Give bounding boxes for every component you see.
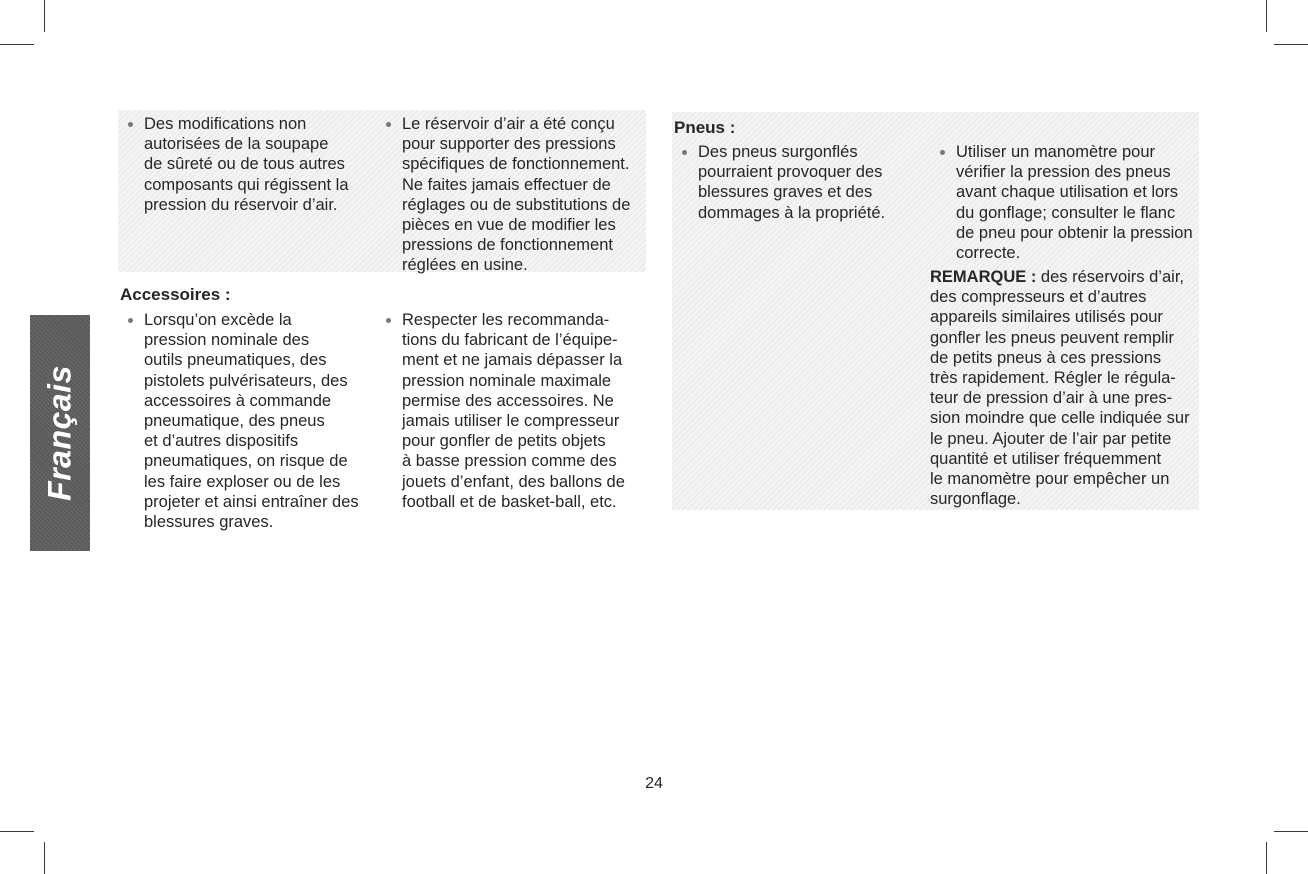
pneus-bullet-text: Utiliser un manomètre pour vérifier la pression des pneus avant chaque utilisation et lors du gonflage; consulter le flanc de pneu pour obtenir la pression correcte.	[956, 143, 1193, 263]
bullet-icon	[386, 318, 391, 323]
bullet-icon	[386, 122, 391, 127]
safety-bullet-text: Des modifications non autorisées de la soupape de sûreté ou de tous autres composants qui régissent la pression du réservoir d’air.	[144, 115, 349, 214]
bullet-icon	[128, 318, 133, 323]
safety-column-1	[122, 114, 372, 215]
list-item	[122, 114, 372, 215]
page-number: 24	[645, 775, 663, 792]
bullet-icon	[128, 122, 133, 127]
list-item	[380, 114, 648, 276]
accessoires-column-1	[122, 310, 372, 532]
bullet-icon	[940, 150, 945, 155]
pneus-column-1	[676, 142, 912, 223]
crop-mark	[44, 0, 45, 32]
pneus-heading: Pneus :	[674, 118, 736, 137]
crop-mark	[44, 842, 45, 874]
bullet-icon	[682, 150, 687, 155]
crop-mark	[1266, 0, 1267, 32]
list-item	[676, 142, 912, 223]
note-text: des réservoirs d’air, des compresseurs et d’autres appareils similaires utilisés pour gonfler les pneus peuvent remplir de petits pneus à ces pressions très rapidement. Régler le régula- teur de pression d’air à une pres- sion moindre que celle indiquée sur le pneu. Ajouter de l’air par petite quantité et utiliser fréquemment le manomètre pour empêcher un surgonflage.	[930, 268, 1190, 509]
language-tab-label: Français	[41, 365, 78, 501]
accessoires-bullet-text: Lorsqu’on excède la pression nominale des outils pneumatiques, des pistolets pulvérisateurs, des accessoires à commande pneumatique, des pneus et d’autres dispositifs pneumatiques, on risque de les faire exploser ou de les projeter et ainsi entraîner des blessures graves.	[144, 311, 359, 532]
crop-mark	[1274, 44, 1308, 45]
list-item	[934, 142, 1196, 263]
list-item	[380, 310, 648, 512]
accessoires-heading: Accessoires :	[120, 285, 231, 304]
crop-mark	[0, 44, 34, 45]
pneus-column-2	[934, 142, 1196, 263]
pneus-bullet-text: Des pneus surgonflés pourraient provoquer des blessures graves et des dommages à la propriété.	[698, 143, 886, 222]
accessoires-bullet-text: Respecter les recommanda- tions du fabricant de l’équipe- ment et ne jamais dépasser la pression nominale maximale permise des accessoires. Ne jamais utiliser le compresseur pour gonfler de petits objets à basse pression comme des jouets d’enfant, des ballons de football et de basket-ball, etc.	[402, 311, 625, 511]
safety-bullet-text: Le réservoir d’air a été conçu pour supporter des pressions spécifiques de fonctionnement. Ne faites jamais effectuer de réglages ou de substitutions de pièces en vue de modifier les pressions de fonctionnement réglées en usine.	[402, 115, 631, 275]
accessoires-column-2	[380, 310, 648, 512]
safety-column-2	[380, 114, 648, 276]
list-item	[122, 310, 372, 532]
pneus-note	[930, 267, 1198, 509]
crop-mark	[1266, 842, 1267, 874]
crop-mark	[0, 831, 34, 832]
note-label: REMARQUE :	[930, 268, 1037, 286]
language-side-tab	[30, 315, 90, 551]
crop-mark	[1274, 831, 1308, 832]
